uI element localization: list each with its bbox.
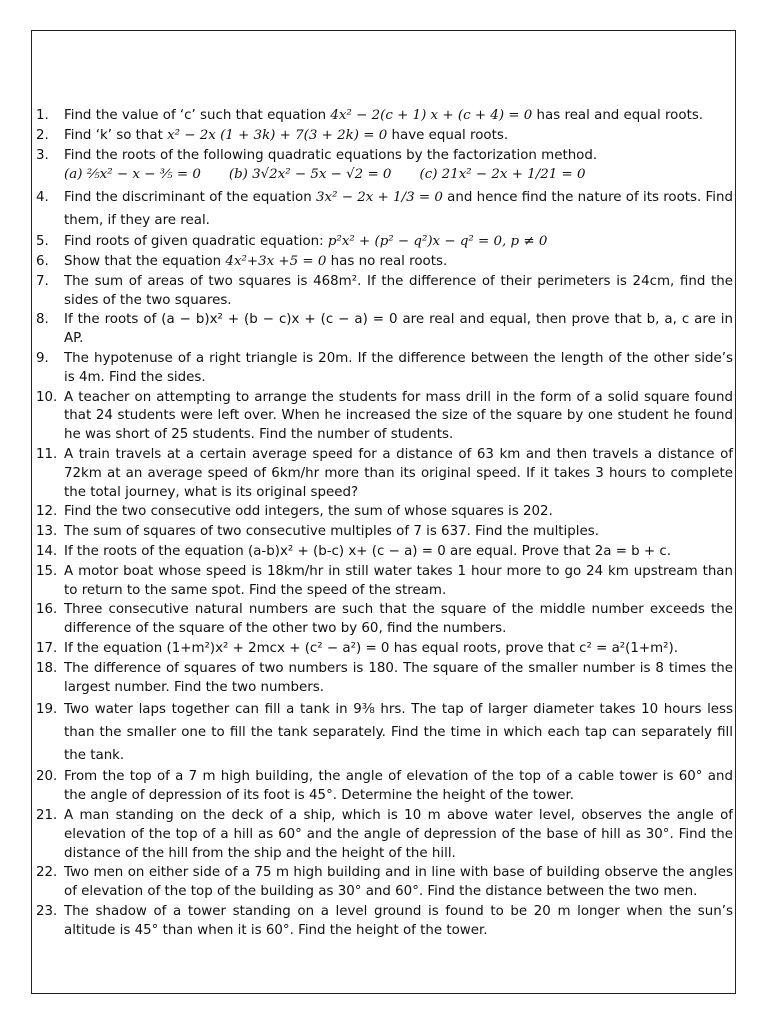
question-item: 6. Show that the equation 4x²+3x +5 = 0 has no real roots. [36,253,448,269]
question-item: 14. If the roots of the equation (a-b)x² + (b-c) x+ (c − a) = 0 are equal. Prove that 2a = b + c. [36,543,672,559]
question-item: 23. The shadow of a tower standing on a level ground is found to be 20 m longer when the sun’s altitude is 45° than when it is 60°. Find the height of the tower. [36,903,733,938]
question-item: 18. The difference of squares of two numbers is 180. The square of the smaller number is 8 times the largest number. Find the two numbers. [36,660,733,695]
question-item: 10. A teacher on attempting to arrange the students for mass drill in the form of a solid square found that 24 students were left over. When he increased the size of the square by one student he found he was short of 25 students. Find the number of students. [36,389,733,443]
question-list [36,107,733,941]
question-item: 16. Three consecutive natural numbers are such that the square of the middle number exceeds the difference of the square of the other two by 60, find the numbers. [36,602,733,637]
question-item: 5. Find roots of given quadratic equation: p²x² + (p² − q²)x − q² = 0, p ≠ 0 [36,234,548,250]
question-item: 3. Find the roots of the following quadratic equations by the factorization method. (a) ⅖x² − x − ⅗ = 0 (b) 3√2x² − 5x − √2 = 0 (c) 21x² − 2x + 1/21 = 0 [36,147,733,186]
question-item: 17. If the equation (1+m²)x² + 2mcx + (c² − a²) = 0 has equal roots, prove that c² = a²(1+m²). [36,640,679,656]
question-item: 20. From the top of a 7 m high building, the angle of elevation of the top of a cable tower is 60° and the angle of depression of its foot is 45°. Determine the height of the tower. [36,769,733,804]
question-item: 12. Find the two consecutive odd integers, the sum of whose squares is 202. [36,504,553,520]
question-item: 21. A man standing on the deck of a ship, which is 10 m above water level, observes the angle of elevation of the top of a hill as 60° and the angle of depression of the base of hill as 30°. Find the distance of the hill from the ship and the height of the hill. [36,807,733,861]
worksheet-frame [31,30,736,994]
question-item: 8. If the roots of (a − b)x² + (b − c)x + (c − a) = 0 are real and equal, then prove that b, a, c are in AP. [36,312,733,347]
question-item: 15. A motor boat whose speed is 18km/hr in still water takes 1 hour more to go 24 km upstream than to return to the same spot. Find the speed of the stream. [36,563,733,598]
question-item: 22. Two men on either side of a 75 m high building and in line with base of building observe the angles of elevation of the top of the building as 30° and 60°. Find the distance between the two men. [36,865,733,900]
question-item: 19. Two water laps together can fill a tank in 9⅜ hrs. The tap of larger diameter takes 10 hours less than the smaller one to fill the tank separately. Find the time in which each tap can separately fill the tank. [36,702,733,764]
sub-parts: (a) ⅖x² − x − ⅗ = 0 (b) 3√2x² − 5x − √2 = 0 (c) 21x² − 2x + 1/21 = 0 [64,167,586,183]
question-item: 9. The hypotenuse of a right triangle is 20m. If the difference between the length of the other side’s is 4m. Find the sides. [36,350,733,385]
question-item: 7. The sum of areas of two squares is 468m². If the difference of their perimeters is 24cm, find the sides of the two squares. [36,273,733,308]
question-item: 4. Find the discriminant of the equation 3x² − 2x + 1/3 = 0 and hence find the nature of its roots. Find them, if they are real. [36,190,733,229]
question-item: 13. The sum of squares of two consecutive multiples of 7 is 637. Find the multiples. [36,524,599,540]
question-item: 1. Find the value of ‘c’ such that equation 4x² − 2(c + 1) x + (c + 4) = 0 has real and equal roots. [36,108,704,123]
question-item: 11. A train travels at a certain average speed for a distance of 63 km and then travels a distance of 72km at an average speed of 6km/hr more than its original speed. If it takes 3 hours to complete the total journey, what is its original speed? [36,446,733,500]
question-item: 2. Find ‘k’ so that x² − 2x (1 + 3k) + 7(3 + 2k) = 0 have equal roots. [36,127,509,143]
